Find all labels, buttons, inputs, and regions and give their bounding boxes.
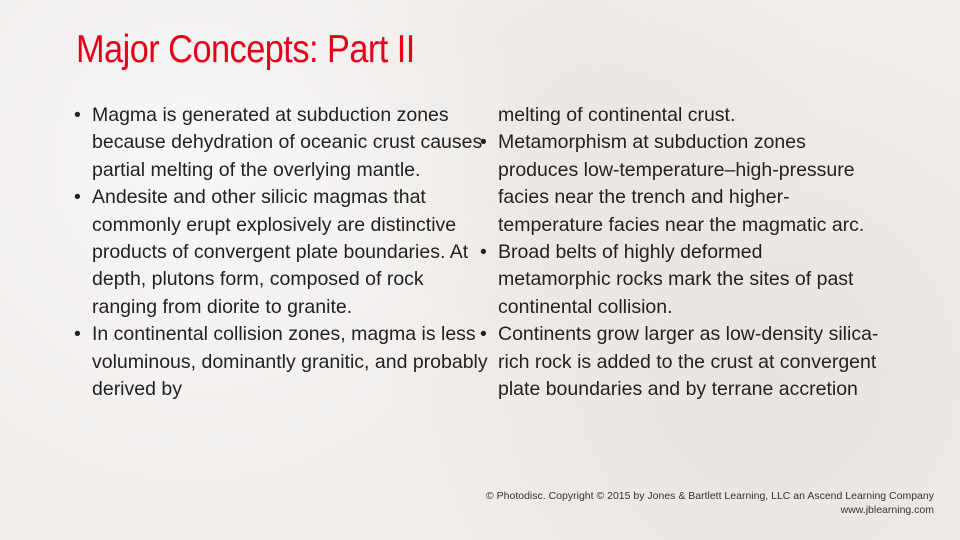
copyright-footer: [486, 489, 934, 517]
left-bullet-list: [74, 102, 494, 403]
bullet-item-subduction-magma: • Magma is generated at subduction zones because dehydration of oceanic crust causes partial melting of the overlying mantle.: [74, 102, 494, 184]
right-bullet-list: [480, 102, 880, 403]
slide-title: Major Concepts: Part II: [76, 28, 415, 71]
bullet-item-continuation: melting of continental crust.: [498, 104, 736, 126]
copyright-text: © Photodisc. Copyright © 2015 by Jones & Bartlett Learning, LLC an Ascend Learning Company: [486, 490, 934, 502]
publisher-website: www.jblearning.com: [840, 504, 934, 516]
bullet-item-continental-collision: • In continental collision zones, magma is less voluminous, dominantly granitic, and probably derived by: [74, 321, 494, 403]
bullet-item-continent-growth: • Continents grow larger as low-density silica-rich rock is added to the crust at convergent plate boundaries and by terrane accretion: [480, 321, 880, 403]
bullet-item-andesite: • Andesite and other silicic magmas that commonly erupt explosively are distinctive products of convergent plate boundaries. At depth, plutons form, composed of rock ranging from diorite to granite.: [74, 184, 494, 321]
bullet-item-deformed-belts: • Broad belts of highly deformed metamorphic rocks mark the sites of past continental collision.: [480, 239, 880, 321]
bullet-item-metamorphism: • Metamorphism at subduction zones produces low-temperature–high-pressure facies near the trench and higher-temperature facies near the magmatic arc.: [480, 129, 880, 239]
